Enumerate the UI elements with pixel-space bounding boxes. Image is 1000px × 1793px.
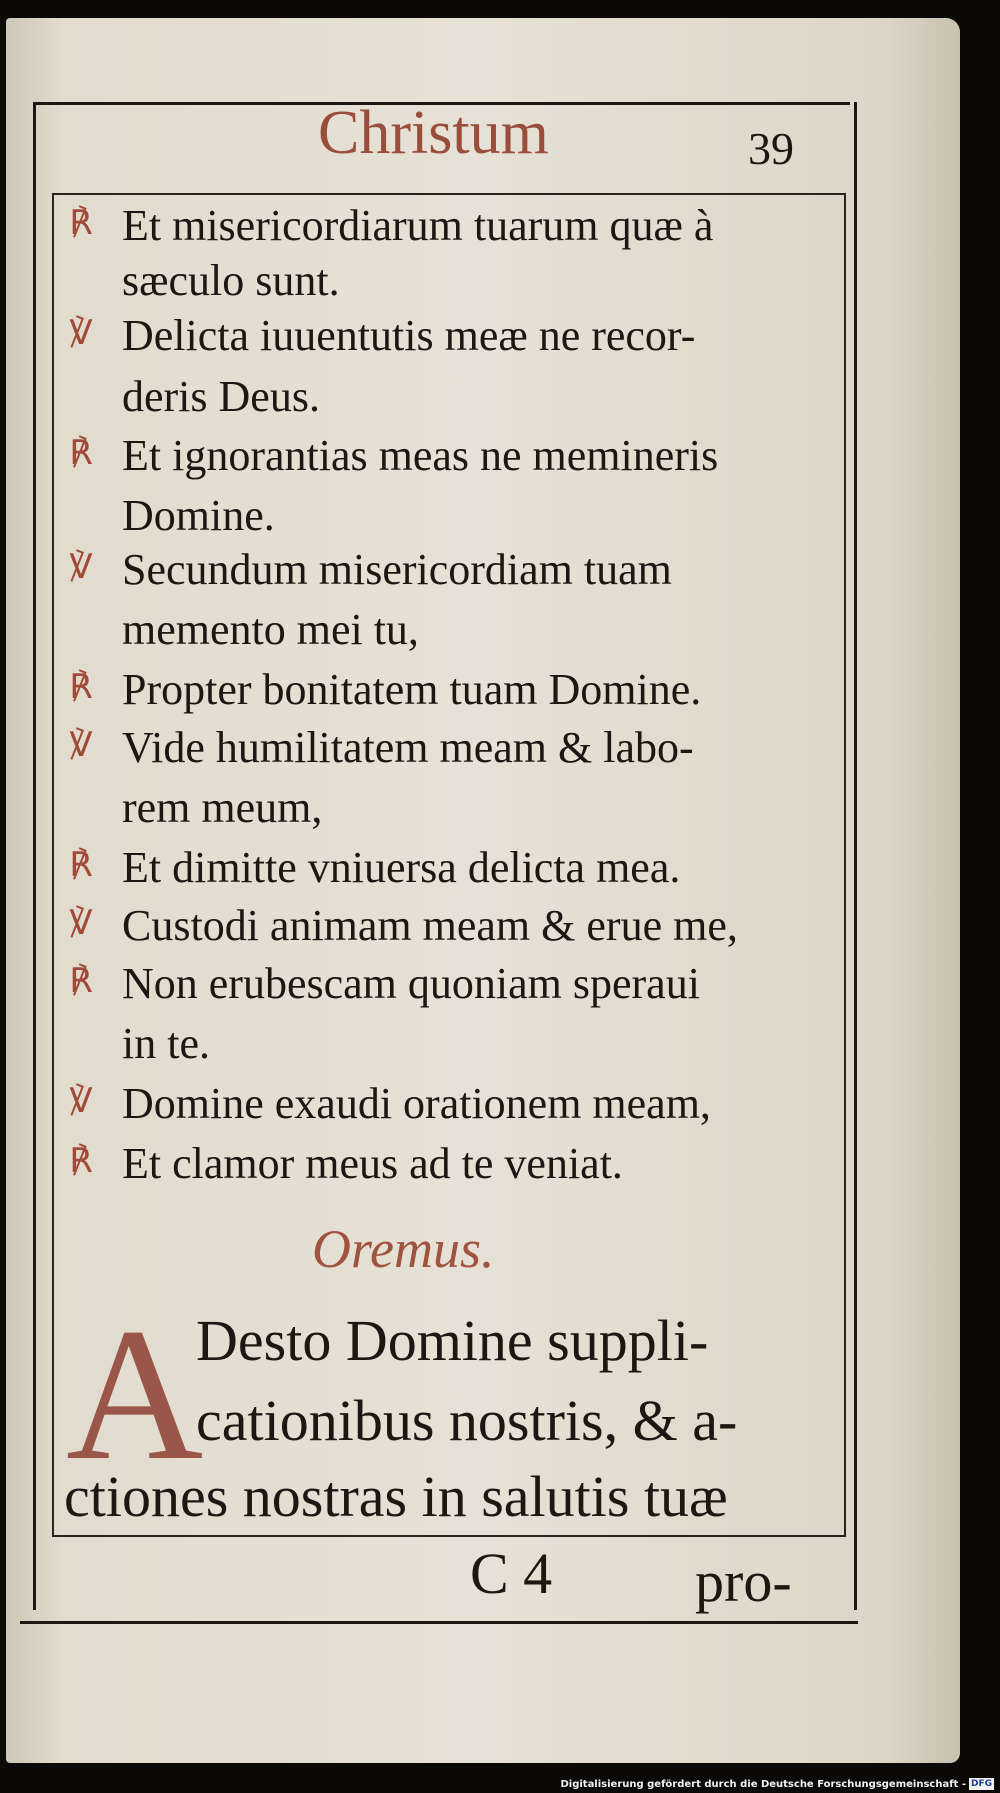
- versicle-mark-icon: ℣: [69, 725, 93, 765]
- dfg-logo: DFG: [970, 1779, 992, 1789]
- versicle-mark-icon: ℣: [69, 547, 93, 587]
- response-mark-icon: ℟: [69, 1141, 93, 1181]
- response-mark-icon: ℟: [69, 203, 93, 243]
- frame-rule-bottom: [20, 1621, 858, 1624]
- signature-mark: C 4: [470, 1541, 553, 1606]
- versicle-line: memento mei tu,: [122, 605, 419, 654]
- versicle-mark-icon: ℣: [69, 1081, 93, 1121]
- frame-rule-left: [33, 102, 36, 1610]
- versicle-line: Et clamor meus ad te veniat.: [122, 1139, 623, 1188]
- page-number: 39: [748, 123, 794, 174]
- versicle-line: in te.: [122, 1019, 210, 1068]
- versicle-line: Non erubescam quoniam speraui: [122, 959, 700, 1008]
- versicle-line: Custodi animam meam & erue me,: [122, 901, 738, 950]
- catchword: pro-: [695, 1549, 792, 1614]
- response-mark-icon: ℟: [69, 667, 93, 707]
- versicle-line: Propter bonitatem tuam Domine.: [122, 665, 702, 714]
- versicle-line: Domine.: [122, 491, 275, 540]
- credit-text: Digitalisierung gefördert durch die Deutsche Forschungsgemeinschaft -: [560, 1778, 966, 1790]
- versicle-line: Et dimitte vniuersa delicta mea.: [122, 843, 681, 892]
- versicle-mark-icon: ℣: [69, 313, 93, 353]
- versicle-line: Vide humilitatem meam & labo-: [122, 723, 694, 772]
- versicle-line: sæculo sunt.: [122, 256, 340, 305]
- response-mark-icon: ℟: [69, 845, 93, 885]
- prayer-line: Desto Domine suppli-: [196, 1308, 709, 1373]
- prayer-line: ctiones nostras in salutis tuæ: [64, 1464, 728, 1529]
- oremus-heading: Oremus.: [312, 1219, 495, 1279]
- versicle-line: Et ignorantias meas ne memineris: [122, 431, 719, 480]
- decorated-initial: A: [66, 1290, 204, 1500]
- versicle-line: Et misericordiarum tuarum quæ à: [122, 201, 714, 250]
- versicle-line: Domine exaudi orationem meam,: [122, 1079, 711, 1128]
- digitization-credit: [560, 1778, 994, 1790]
- prayer-line: cationibus nostris, & a-: [196, 1388, 738, 1453]
- running-title: Christum: [318, 99, 549, 167]
- versicle-line: Delicta iuuentutis meæ ne recor-: [122, 311, 696, 360]
- versicle-line: deris Deus.: [122, 372, 320, 421]
- response-mark-icon: ℟: [69, 961, 93, 1001]
- frame-rule-right: [854, 102, 857, 1610]
- versicle-line: rem meum,: [122, 783, 323, 832]
- versicle-mark-icon: ℣: [69, 903, 93, 943]
- response-mark-icon: ℟: [69, 433, 93, 473]
- versicle-line: Secundum misericordiam tuam: [122, 545, 672, 594]
